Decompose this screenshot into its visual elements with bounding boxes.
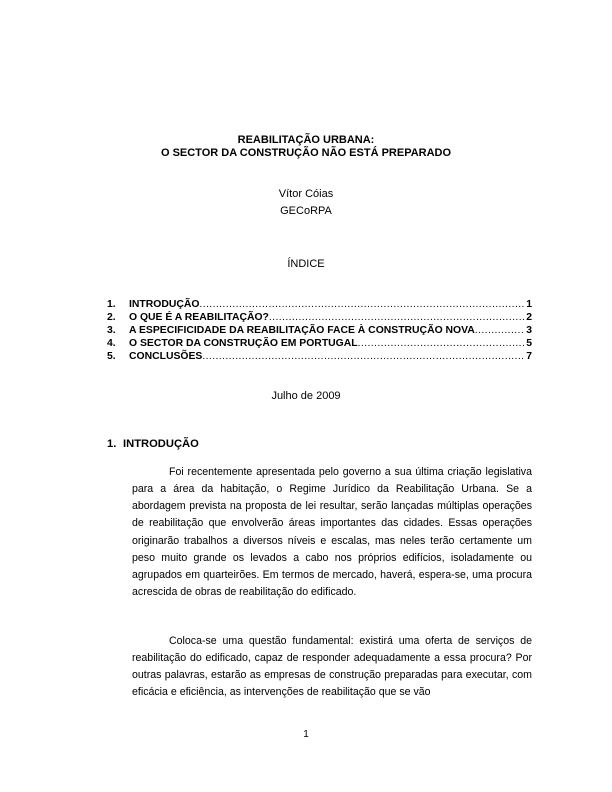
- toc-entry-number: 1.: [107, 299, 116, 310]
- toc-entry-label: INTRODUÇÃO: [129, 299, 200, 310]
- toc-entry-number: 5.: [107, 351, 116, 362]
- author-name: Vítor Cóias: [278, 188, 334, 200]
- paragraph-text: Foi recentemente apresentada pelo governo a sua última criação legislativa para a área da habitação, o Regime Jurídico da Reabilitação Urbana. Se a abordagem prevista na proposta de lei resultar, serão lançadas múltiplas operações de reabilitação que envolverão áreas importantes das cidades. Essas operações originarão trabalhos a diversos níveis e escalas, mas neles terão certamente um peso muito grande os levados a cabo nos próprios edifícios, isoladamente ou agrupados em quarteirões. Em termos de mercado, haverá, espera-se, uma procura acrescida de obras de reabilitação do edificado.: [132, 466, 532, 599]
- body-paragraph: [132, 464, 532, 601]
- toc-entry-o-que-e[interactable]: [107, 311, 532, 324]
- toc-dot-leader: [269, 311, 525, 324]
- toc-entry-number: 4.: [107, 338, 116, 349]
- toc-entry-page: 5: [526, 338, 532, 349]
- toc-entry-page: 2: [526, 312, 532, 323]
- section-number: 1.: [107, 438, 117, 450]
- body-paragraph: [132, 633, 532, 702]
- section-heading: [107, 436, 199, 452]
- toc-dot-leader: [199, 298, 525, 311]
- toc-entry-page: 1: [526, 299, 532, 310]
- section-title: INTRODUÇÃO: [123, 438, 199, 450]
- toc-entry-label: A ESPECIFICIDADE DA REABILITAÇÃO FACE À CONSTRUÇÃO NOVA: [129, 325, 475, 336]
- index-heading: ÍNDICE: [287, 258, 325, 270]
- paragraph-text: Coloca-se uma questão fundamental: existirá uma oferta de serviços de reabilitação do edificado, capaz de responder adequadamente a essa procura? Por outras palavras, estarão as empresas de construção preparadas para executar, com eficácia e eficiência, as intervenções de reabilitação que se vão: [132, 635, 532, 699]
- toc-entry-introducao[interactable]: [107, 298, 532, 311]
- toc-dot-leader: [358, 337, 526, 350]
- toc-entry-label: O SECTOR DA CONSTRUÇÃO EM PORTUGAL: [129, 338, 358, 349]
- toc-entry-sector[interactable]: [107, 337, 532, 350]
- document-title-line1: REABILITAÇÃO URBANA:: [237, 134, 375, 146]
- toc-entry-label: O QUE É A REABILITAÇÃO?: [129, 312, 269, 323]
- toc-entry-label: CONCLUSÕES: [129, 351, 203, 362]
- page-number: 1: [303, 729, 309, 740]
- toc-entry-number: 2.: [107, 312, 116, 323]
- toc-dot-leader: [202, 350, 525, 363]
- toc-entry-number: 3.: [107, 325, 116, 336]
- toc-dot-leader: [475, 324, 525, 337]
- table-of-contents: [107, 298, 532, 363]
- document-title-line2: O SECTOR DA CONSTRUÇÃO NÃO ESTÁ PREPARADO: [160, 147, 452, 159]
- document-date: Julho de 2009: [271, 390, 341, 402]
- toc-entry-page: 3: [526, 325, 532, 336]
- toc-entry-conclusoes[interactable]: [107, 350, 532, 363]
- author-organization: GECoRPA: [280, 205, 332, 217]
- toc-entry-especificidade[interactable]: [107, 324, 532, 337]
- toc-entry-page: 7: [526, 351, 532, 362]
